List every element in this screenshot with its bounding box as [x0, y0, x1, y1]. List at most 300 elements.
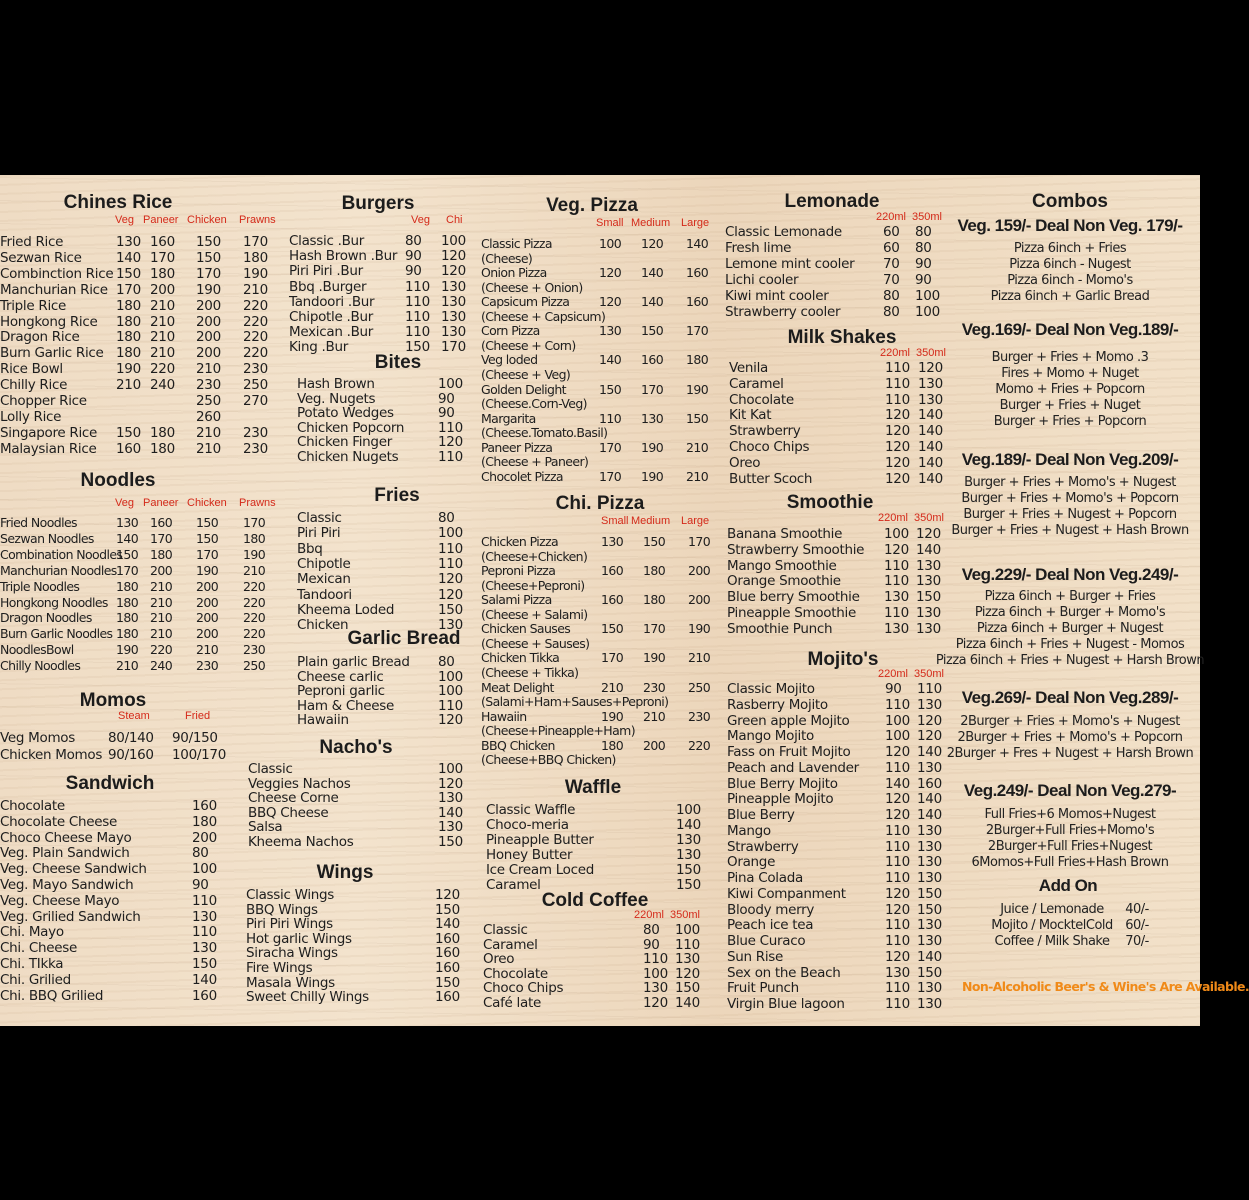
item-price: 190 — [116, 361, 141, 378]
item-name: Caramel — [483, 936, 538, 953]
wings-item — [246, 975, 478, 991]
nachos-title: Nacho's — [319, 737, 393, 758]
item-name: Triple Rice — [0, 297, 67, 314]
item-price: 110 — [885, 360, 910, 376]
cold-coffee-item — [483, 995, 703, 1011]
item-price: 210 — [116, 377, 141, 394]
item-name: Sun Rise — [727, 948, 784, 965]
item-name: Bbq — [297, 540, 323, 557]
mojitos-item — [727, 713, 951, 729]
item-price: 220 — [688, 737, 711, 753]
item-price: 120 — [885, 439, 910, 455]
item-price: 80 — [915, 240, 932, 256]
item-price: 80 — [438, 654, 455, 670]
chines-rice-item — [0, 361, 280, 377]
mojitos-title: Mojito's — [807, 649, 879, 670]
item-name: Orange Smoothie — [727, 573, 841, 590]
item-price: 110 — [885, 375, 910, 392]
item-price: 170 — [116, 562, 139, 578]
item-price: 210 — [686, 468, 709, 484]
combo-deal-line: Burger + Fries + Momo's + Nugest — [964, 475, 1176, 490]
item-name: Blue Berry Mojito — [727, 775, 838, 792]
item-price: 100 — [599, 236, 622, 251]
momos-item — [0, 730, 280, 746]
item-price: 230 — [243, 642, 266, 658]
item-price: 160 — [917, 775, 942, 792]
item-name: Classic .Bur — [289, 233, 365, 249]
lemonade-item — [725, 288, 950, 304]
item-price: 100 — [192, 861, 217, 878]
item-name: Chilly Rice — [0, 377, 68, 394]
item-name: Hawaiin — [481, 708, 527, 724]
sandwich-item — [0, 814, 280, 830]
item-price: 130 — [441, 293, 466, 310]
item-name: Blue berry Smoothie — [727, 589, 860, 606]
smoothie-col-header: 220ml — [878, 512, 908, 524]
item-price: 150 — [917, 901, 942, 918]
combo-deal-line: Burger + Fries + Nugest + Hash Brown — [951, 523, 1189, 538]
mojitos-item — [727, 854, 951, 870]
combo-deal-line: Pizza 6inch + Fries — [1013, 241, 1127, 256]
item-name: Manchurian Noodles — [0, 562, 117, 578]
chi-pizza-col-header: Medium — [631, 515, 671, 527]
item-price: 120 — [599, 265, 622, 281]
item-price: 150 — [116, 424, 141, 441]
noodles-item — [0, 531, 280, 547]
item-name: Smoothie Punch — [727, 620, 833, 637]
item-name: Orange — [727, 854, 776, 871]
combo-deal-line: Burger + Fries + Momo .3 — [991, 350, 1149, 365]
item-name: Classic Pizza — [481, 236, 552, 251]
item-price: 90 — [405, 248, 422, 265]
item-name: Triple Noodles — [0, 578, 80, 594]
item-name: Kit Kat — [729, 407, 772, 424]
burgers-item — [289, 233, 479, 249]
mojitos-item — [727, 728, 951, 744]
sandwich-item — [0, 830, 280, 846]
item-name: Dragon Rice — [0, 329, 80, 346]
item-price: 210 — [643, 708, 666, 724]
nachos-item — [248, 776, 478, 792]
item-price: 120 — [885, 807, 910, 823]
chines-rice-col-header: Chicken — [187, 214, 227, 226]
item-price: 140 — [918, 439, 943, 455]
item-price: 130 — [916, 557, 941, 574]
item-price: 120 — [599, 294, 622, 310]
item-name: Fried Rice — [0, 234, 64, 250]
item-name: Café late — [483, 994, 541, 1011]
item-name: (Cheese+BBQ Chicken) — [481, 752, 616, 768]
item-name: Classic Wings — [246, 887, 335, 903]
milk-shakes-item — [729, 376, 951, 392]
waffle-item — [486, 847, 701, 863]
item-price: 210 — [150, 610, 173, 626]
item-name: Oreo — [483, 951, 515, 967]
item-price: 110 — [438, 419, 463, 436]
item-name: Plain garlic Bread — [297, 654, 410, 670]
item-price: 110 — [438, 449, 463, 465]
item-price: 200 — [150, 562, 173, 578]
item-price: 170 — [441, 339, 466, 356]
noodles-col-header: Prawns — [239, 497, 276, 509]
item-name: Veg Momos — [0, 730, 76, 746]
item-price: 220 — [243, 345, 268, 362]
item-price: 230 — [196, 377, 221, 394]
combo-deal-line: Burger + Fries + Popcorn — [993, 414, 1147, 429]
item-price: 120 — [916, 526, 941, 542]
item-name: Veg. Mayo Sandwich — [0, 877, 134, 893]
momos-item — [0, 747, 280, 763]
item-price: 200 — [196, 297, 221, 314]
waffle-item — [486, 802, 701, 818]
item-name: Sezwan Rice — [0, 249, 82, 266]
item-price: 180 — [643, 592, 666, 608]
item-price: 100/170 — [172, 747, 226, 763]
momos-col-header: Fried — [185, 710, 211, 722]
noodles-item — [0, 658, 280, 674]
item-name: Fass on Fruit Mojito — [727, 744, 851, 760]
item-price: 160 — [435, 930, 460, 947]
sandwich-item — [0, 988, 280, 1004]
item-price: 110 — [917, 681, 942, 697]
item-name: Kiwi mint cooler — [725, 288, 829, 304]
item-name: Peach ice tea — [727, 917, 814, 934]
nachos-item — [248, 790, 478, 806]
item-price: 60 — [883, 240, 900, 256]
item-price: 130 — [917, 822, 942, 839]
item-price: 110 — [885, 933, 910, 949]
item-name: Veg. Nugets — [297, 390, 376, 407]
combo-deal-line: Pizza 6inch - Nugest — [1009, 257, 1131, 272]
item-name: Veggies Nachos — [248, 775, 351, 792]
item-price: 90/150 — [172, 730, 218, 746]
item-name: Mango Smoothie — [727, 557, 837, 574]
mojitos-item — [727, 933, 951, 949]
combo-deal-line: 2Burger+Full Fries+Momo's — [985, 823, 1155, 838]
combos-title: Combos — [1032, 191, 1108, 212]
item-price: 90 — [438, 405, 455, 422]
item-price: 210 — [150, 626, 173, 642]
item-price: 130 — [116, 515, 139, 530]
fries-item — [297, 571, 477, 587]
item-name: Veg. Grilied Sandwich — [0, 908, 141, 925]
sandwich-item — [0, 909, 280, 925]
item-price: 190 — [641, 439, 664, 455]
mojitos-item — [727, 917, 951, 933]
item-name: Combination Noodles — [0, 546, 123, 562]
veg-pizza-col-header: Large — [681, 217, 710, 229]
item-name: Lolly Rice — [0, 408, 62, 425]
item-name: Kheema Loded — [297, 601, 395, 618]
cold-coffee-title: Cold Coffee — [541, 890, 649, 911]
item-price: 180 — [116, 313, 141, 330]
item-name: Fire Wings — [246, 960, 313, 976]
bites-item — [297, 391, 477, 407]
milk-shakes-item — [729, 423, 951, 439]
sandwich-item — [0, 798, 280, 814]
item-price: 140 — [116, 530, 139, 546]
milk-shakes-col-header: 220ml — [880, 347, 910, 359]
item-price: 140 — [917, 791, 942, 808]
item-price: 230 — [243, 361, 268, 378]
item-name: Mexican .Bur — [289, 324, 374, 341]
combo-deal-title: Veg.189/- Deal Non Veg.209/- — [961, 450, 1179, 469]
item-name: Venila — [729, 360, 769, 376]
nachos-item — [248, 834, 478, 850]
item-price: 110 — [405, 309, 430, 325]
item-price: 120 — [438, 586, 463, 603]
chines-rice-item — [0, 282, 280, 298]
burgers-item — [289, 309, 479, 325]
item-price: 100 — [438, 761, 463, 777]
burgers-col-header: Chi — [446, 214, 463, 226]
item-price: 200 — [196, 626, 219, 642]
item-name: Siracha Wings — [246, 945, 338, 962]
item-price: 250 — [243, 377, 268, 394]
combo-deal-title: Veg. 159/- Deal Non Veg. 179/- — [957, 216, 1183, 235]
item-name: Masala Wings — [246, 974, 335, 991]
item-name: Burn Garlic Rice — [0, 345, 104, 362]
item-name: Honey Butter — [486, 846, 573, 863]
item-price: 120 — [885, 407, 910, 424]
item-name: Golden Delight — [481, 381, 566, 397]
item-price: 190 — [641, 468, 664, 484]
item-price: 170 — [688, 534, 711, 549]
item-price: 120 — [885, 791, 910, 808]
chines-rice-item — [0, 298, 280, 314]
menu-board — [0, 175, 1249, 1026]
item-name: Onion Pizza — [481, 265, 547, 281]
item-name: Hongkong Rice — [0, 313, 98, 330]
noodles-item — [0, 626, 280, 642]
item-price: 160 — [435, 989, 460, 1006]
mojitos-item — [727, 823, 951, 839]
combo-deal-line: 6Momos+Full Fries+Hash Brown — [971, 855, 1169, 870]
item-price: 140 — [675, 994, 700, 1011]
item-price: 220 — [243, 578, 266, 594]
item-price: 120 — [885, 470, 910, 487]
addon-price: 60/- — [1125, 918, 1149, 933]
item-name: Strawberry cooler — [725, 304, 841, 320]
item-name: Classic — [248, 761, 293, 777]
item-price: 130 — [916, 605, 941, 621]
veg-pizza-col-header: Medium — [631, 217, 671, 229]
item-price: 150 — [196, 530, 219, 546]
item-price: 90 — [885, 681, 902, 697]
item-price: 170 — [601, 650, 624, 666]
item-name: Mango — [727, 822, 771, 839]
item-name: Peproni garlic — [297, 683, 385, 699]
fries-item — [297, 587, 477, 603]
item-price: 200 — [196, 345, 221, 362]
sandwich-item — [0, 972, 280, 988]
combo-deal-line: Burger + Fries + Nuget — [999, 398, 1141, 413]
item-price: 110 — [885, 822, 910, 839]
item-price: 180 — [150, 546, 173, 562]
item-price: 130 — [643, 980, 668, 996]
item-price: 120 — [438, 775, 463, 792]
combo-deal-line: Full Fries+6 Momos+Nugest — [984, 807, 1156, 822]
nachos-item — [248, 819, 478, 835]
item-price: 130 — [917, 933, 942, 949]
item-price: 120 — [885, 885, 910, 902]
item-price: 130 — [192, 940, 217, 957]
lemonade-item — [725, 240, 950, 256]
combo-deal-title: Veg.169/- Deal Non Veg.189/- — [961, 320, 1179, 339]
veg-pizza-item — [481, 469, 716, 485]
fries-item — [297, 525, 477, 541]
item-price: 100 — [438, 683, 463, 699]
item-name: Combinction Rice — [0, 265, 114, 282]
combo-deal-line: Pizza 6inch + Fries + Nugest - Momos — [955, 637, 1185, 652]
noodles-item — [0, 579, 280, 595]
wings-item — [246, 945, 478, 961]
lemonade-item — [725, 272, 950, 288]
item-price: 180 — [150, 440, 175, 457]
item-price: 260 — [196, 408, 221, 425]
item-price: 190 — [243, 546, 266, 562]
combo-deal-line: Pizza 6inch - Momo's — [1007, 273, 1133, 288]
item-price: 130 — [116, 234, 141, 250]
item-price: 130 — [884, 589, 909, 606]
bites-item — [297, 434, 477, 450]
item-price: 240 — [150, 377, 175, 394]
item-name: Salami Pizza — [481, 592, 552, 608]
item-name: Choco Chips — [729, 439, 810, 455]
item-price: 190 — [686, 381, 709, 397]
item-price: 80/140 — [108, 730, 154, 746]
item-name: (Cheese + Salami) — [481, 606, 588, 622]
burgers-item — [289, 279, 479, 295]
mojitos-item — [727, 902, 951, 918]
item-name: Chicken Popcorn — [297, 419, 405, 436]
item-price: 210 — [150, 313, 175, 330]
item-price: 190 — [601, 708, 624, 724]
item-name: Piri Piri .Bur — [289, 263, 363, 280]
item-name: Tandoori .Bur — [289, 293, 375, 310]
item-name: Bloody merry — [727, 901, 815, 918]
item-name: BBQ Chicken — [481, 737, 555, 753]
burgers-title: Burgers — [341, 193, 415, 214]
mojitos-item — [727, 949, 951, 965]
item-price: 160 — [116, 440, 141, 457]
item-name: Chilly Noodles — [0, 658, 81, 674]
item-name: Classic Waffle — [486, 802, 576, 818]
item-price: 220 — [243, 626, 266, 642]
item-price: 130 — [917, 996, 942, 1012]
milk-shakes-item — [729, 471, 951, 487]
item-price: 140 — [916, 541, 941, 558]
item-price: 150 — [192, 956, 217, 972]
sandwich-item — [0, 956, 280, 972]
item-price: 120 — [441, 248, 466, 265]
chines-rice-item — [0, 409, 280, 425]
item-price: 110 — [885, 391, 910, 408]
item-price: 220 — [243, 329, 268, 346]
sandwich-item — [0, 861, 280, 877]
item-price: 140 — [917, 948, 942, 965]
wings-item — [246, 960, 478, 976]
item-price: 120 — [885, 948, 910, 965]
item-name: Cheese Corne — [248, 790, 339, 807]
wings-item — [246, 989, 478, 1005]
item-name: Ham & Cheese — [297, 697, 395, 714]
item-name: Rasberry Mojito — [727, 696, 828, 713]
combo-deal-line: 2Burger + Fres + Nugest + Harsh Brown — [946, 746, 1194, 761]
item-price: 170 — [599, 468, 622, 484]
item-name: Chicken Momos — [0, 747, 103, 763]
item-name: Choco Chips — [483, 980, 564, 996]
item-price: 210 — [196, 424, 221, 441]
item-price: 250 — [196, 393, 221, 409]
addon-price: 70/- — [1125, 934, 1149, 949]
item-price: 250 — [688, 679, 711, 695]
item-name: Hash Brown — [297, 376, 375, 392]
item-price: 110 — [885, 759, 910, 776]
item-name: Chocolate — [483, 965, 548, 982]
item-price: 190 — [196, 562, 219, 578]
mojitos-item — [727, 839, 951, 855]
chines-rice-item — [0, 234, 280, 250]
item-name: Caramel — [486, 876, 541, 893]
item-name: Pineapple Butter — [486, 831, 594, 848]
item-price: 140 — [885, 775, 910, 792]
item-price: 130 — [916, 620, 941, 637]
item-name: Rice Bowl — [0, 361, 63, 378]
item-price: 130 — [916, 573, 941, 590]
sandwich-title: Sandwich — [65, 773, 155, 794]
item-price: 110 — [885, 854, 910, 871]
chines-rice-item — [0, 441, 280, 457]
item-price: 120 — [438, 434, 463, 451]
item-name: (Cheese.Corn-Veg) — [481, 396, 587, 412]
item-price: 160 — [150, 234, 175, 250]
smoothie-item — [727, 542, 951, 558]
item-price: 110 — [675, 936, 700, 953]
item-price: 140 — [116, 249, 141, 266]
item-name: Dragon Noodles — [0, 610, 92, 626]
item-name: Piri Piri — [297, 525, 341, 542]
item-price: 150 — [916, 589, 941, 606]
item-name: Kiwi Companment — [727, 885, 846, 902]
item-price: 130 — [441, 278, 466, 295]
item-name: (Cheese + Tikka) — [481, 664, 579, 680]
item-price: 130 — [917, 838, 942, 855]
item-price: 180 — [116, 578, 139, 594]
item-name: Peproni Pizza — [481, 563, 556, 579]
item-name: Meat Delight — [481, 679, 554, 695]
momos-title: Momos — [79, 690, 147, 711]
combo-deal-line: Pizza 6inch + Burger + Nugest — [976, 621, 1164, 636]
wings-item — [246, 931, 478, 947]
item-name: Capsicum Pizza — [481, 294, 570, 310]
item-price: 120 — [885, 423, 910, 440]
noodles-col-header: Veg — [115, 497, 134, 509]
sandwich-item — [0, 924, 280, 940]
item-price: 170 — [150, 249, 175, 266]
item-name: Mexican — [297, 571, 351, 588]
item-price: 140 — [676, 816, 701, 833]
chines-rice-item — [0, 393, 280, 409]
milk-shakes-title: Milk Shakes — [787, 327, 897, 348]
item-price: 130 — [917, 870, 942, 886]
item-price: 160 — [435, 960, 460, 976]
chi-pizza-col-header: Large — [681, 515, 710, 527]
noodles-item — [0, 595, 280, 611]
mojitos-item — [727, 744, 951, 760]
item-price: 130 — [918, 375, 943, 392]
item-name: Chopper Rice — [0, 393, 87, 409]
